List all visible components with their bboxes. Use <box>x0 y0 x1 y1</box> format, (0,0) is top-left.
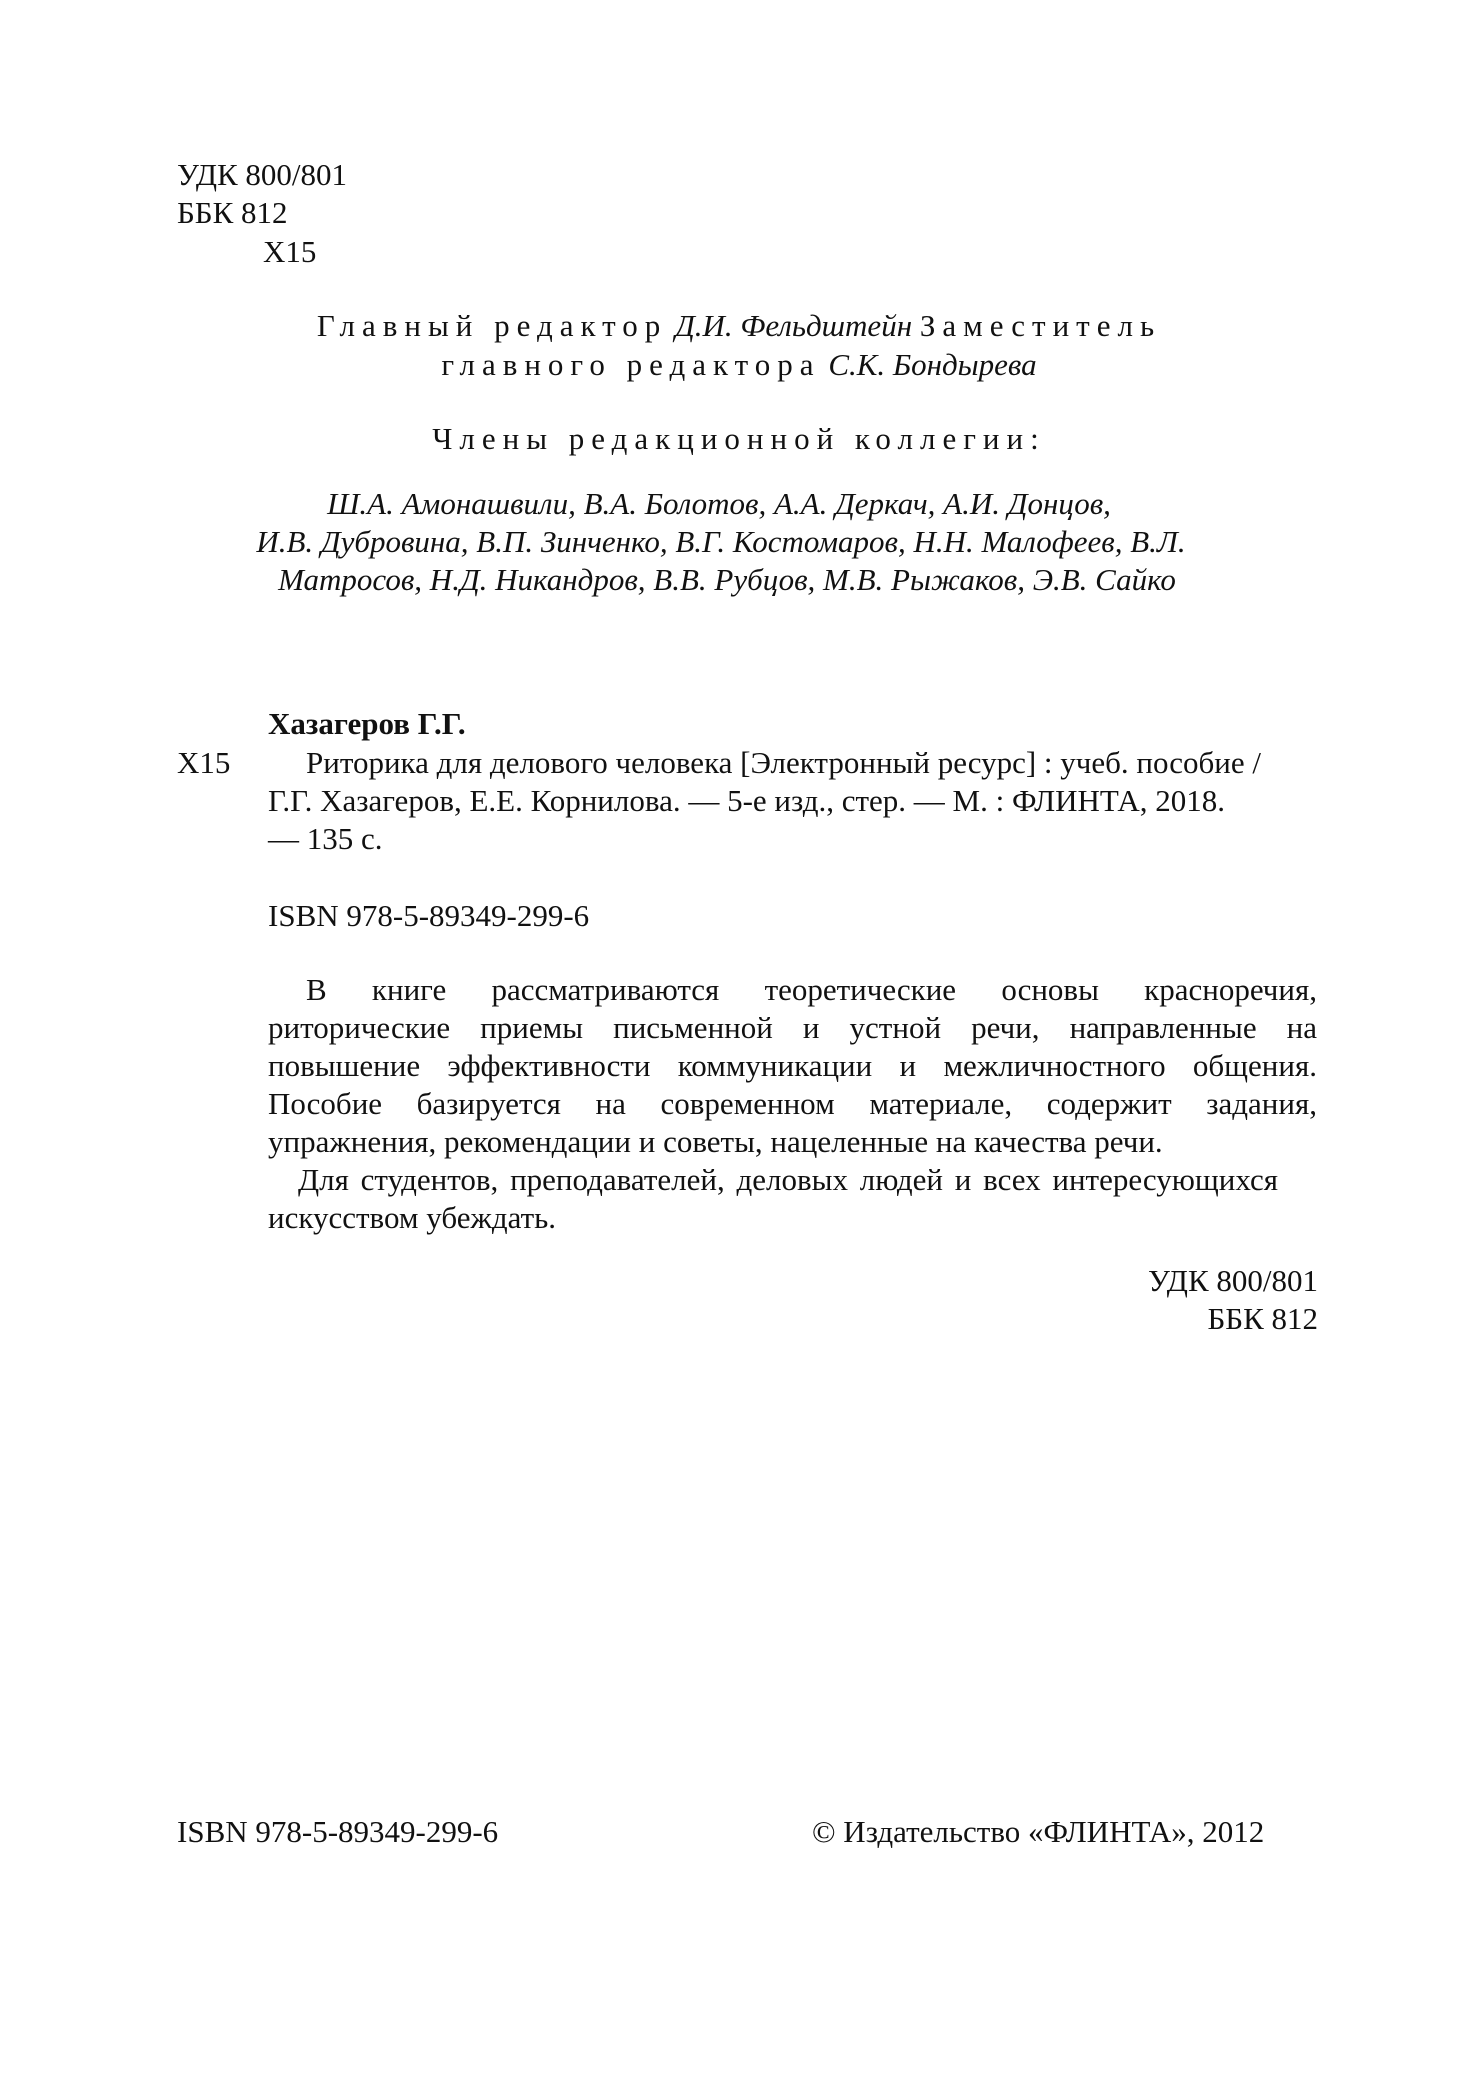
udk-code: УДК 800/801 <box>177 157 348 192</box>
editorial-deputy-line <box>0 346 1478 384</box>
annotation-paragraph: В книге рассматриваются теоретические основы красноречия, риторические приемы письменной и устной речи, направленные на повышение эффективности коммуникации и межличностного общения. Пособие базируется на современном материале, содержит задания, упражнения, рекомендации и советы, нацеленные на качества речи. <box>268 972 1317 1159</box>
bibliography-author: Хазагеров Г.Г. <box>268 706 466 741</box>
footer-isbn: ISBN 978-5-89349-299-6 <box>177 1814 499 1849</box>
bibliography-line: — 135 с. <box>268 821 383 856</box>
bibliography-isbn: ISBN 978-5-89349-299-6 <box>268 898 590 933</box>
copyright-notice: © Издательство «ФЛИНТА», 2012 <box>812 1814 1265 1849</box>
board-line: И.В. Дубровина, В.П. Зинченко, В.Г. Костомаров, Н.Н. Малофеев, В.Л. <box>256 524 1186 559</box>
deputy-editor-name: С.К. Бондырева <box>828 347 1037 382</box>
bibliography-mark: Х15 <box>177 745 231 780</box>
annotation-paragraph: Для студентов, преподавателей, деловых людей и всех интересующихся искусством убеждать. <box>268 1162 1278 1235</box>
deputy-editor-label-2: главного редактора <box>441 347 821 382</box>
author-mark: Х15 <box>263 234 317 269</box>
chief-editor-name: Д.И. Фельдштейн <box>675 308 913 343</box>
annotation <box>268 971 1317 1237</box>
editorial-chief-line <box>0 307 1478 345</box>
bbk-code: ББК 812 <box>177 195 288 230</box>
bbk-code-bottom: ББК 812 <box>1207 1301 1318 1336</box>
bibliography-line: Риторика для делового человека [Электронный ресурс] : учеб. пособие / <box>306 745 1262 780</box>
deputy-editor-label-1: Заместитель <box>919 308 1162 343</box>
chief-editor-label: Главный редактор <box>316 308 668 343</box>
udk-code-bottom: УДК 800/801 <box>1147 1263 1318 1298</box>
board-line: Ш.А. Амонашвили, В.А. Болотов, А.А. Деркач, А.И. Донцов, <box>327 486 1111 521</box>
board-line: Матросов, Н.Д. Никандров, В.В. Рубцов, М.В. Рыжаков, Э.В. Сайко <box>278 562 1176 597</box>
bibliography-line: Г.Г. Хазагеров, Е.Е. Корнилова. — 5-е изд., стер. — М. : ФЛИНТА, 2018. <box>268 783 1225 818</box>
board-heading: Члены редакционной коллегии: <box>432 421 1046 456</box>
